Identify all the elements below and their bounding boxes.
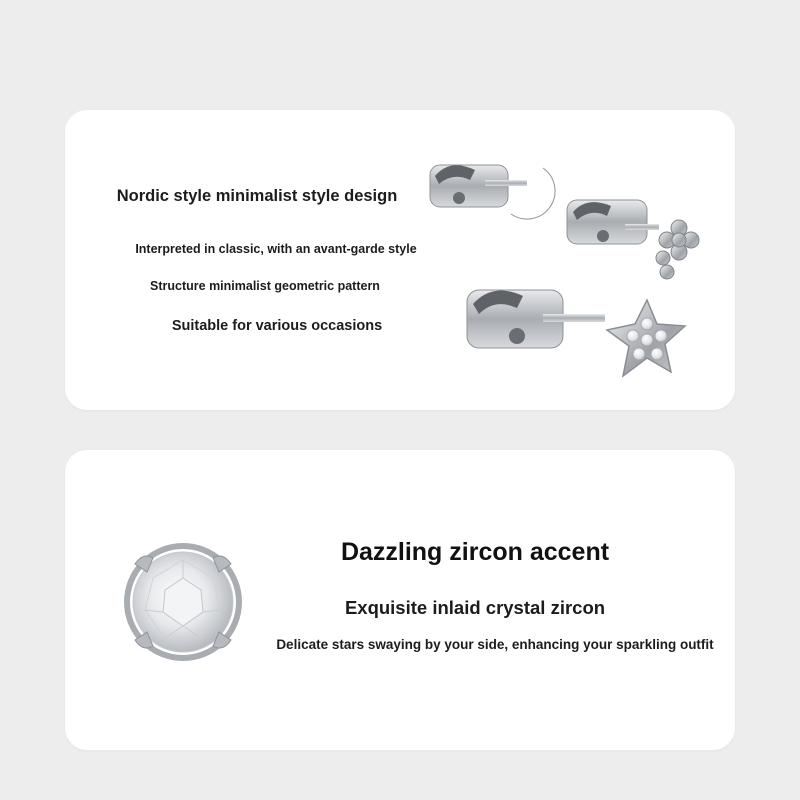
feature-text: Interpreted in classic, with an avant-garde style [135,242,417,256]
flower-earring [567,200,699,279]
feature-text: Suitable for various occasions [171,318,383,334]
earrings-product-image [415,140,735,410]
zircon-heading: Dazzling zircon accent [340,538,610,566]
zircon-description: Delicate stars swaying by your side, enhancing your sparkling outfit [276,637,714,652]
feature-text: Structure minimalist geometric pattern [150,279,380,293]
design-feature-card [65,110,735,410]
moon-earring [430,165,555,219]
zircon-stone-image [113,532,253,672]
star-earring [467,290,685,376]
zircon-subheading: Exquisite inlaid crystal zircon [344,597,606,618]
zircon-feature-card [65,450,735,750]
design-heading: Nordic style minimalist style design [116,187,398,205]
